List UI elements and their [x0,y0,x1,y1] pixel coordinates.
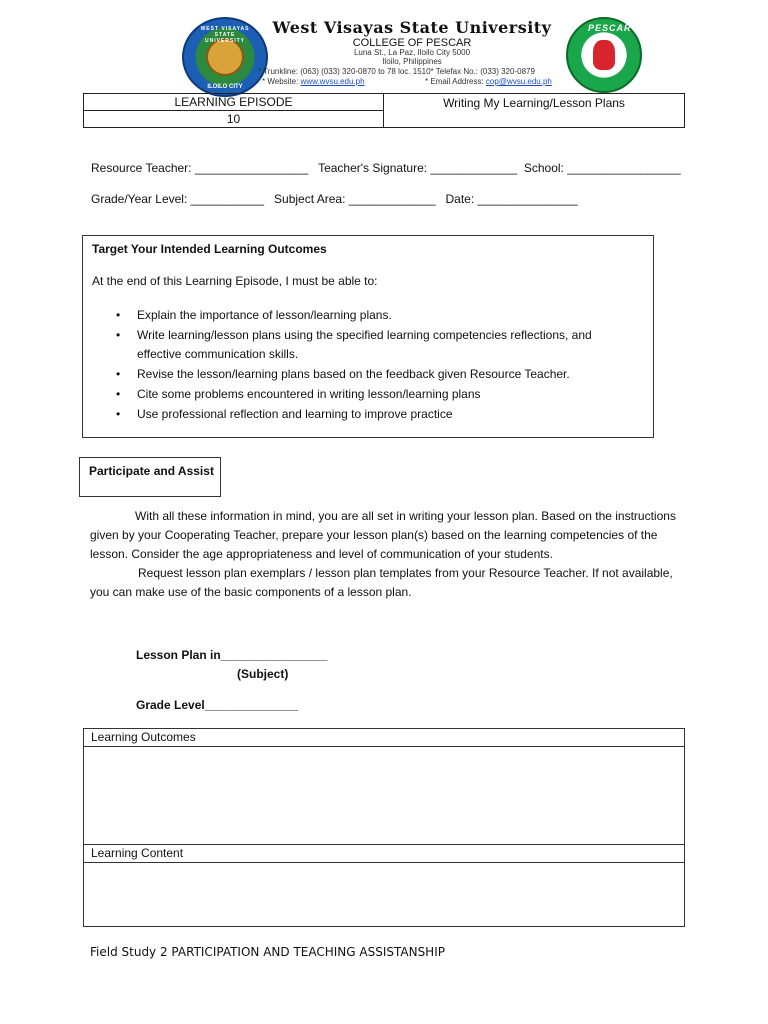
website-label: * Website: [262,77,301,86]
lesson-plan-table [83,728,685,927]
episode-table [83,93,685,128]
instructions-paragraph-1: With all these information in mind, you are all set in writing your lesson plan. Based on the instructions given by your Cooperating Teacher, prepare your lesson plan(s) based on the learning competencies of the lesson. Consider the age appropriateness and level of communication of your students. [90,509,676,561]
learning-content-label: Learning Content [84,845,684,863]
email-label: * Email Address: [425,77,486,86]
email-info [425,77,552,86]
learning-outcomes-field[interactable] [84,747,684,845]
learning-outcomes-label: Learning Outcomes [84,729,684,747]
bullet-icon: • [116,407,121,421]
list-item [112,326,632,364]
list-item [112,405,632,424]
bullet-icon: • [116,387,121,401]
outcomes-title: Target Your Intended Learning Outcomes [92,242,327,256]
address-line-2: Iloilo, Philippines [382,57,442,66]
form-line-teacher-school[interactable]: Resource Teacher: _________________ Teacher's Signature: _____________ School: _________________ [91,161,681,175]
episode-title: Writing My Learning/Lesson Plans [443,96,625,110]
intended-outcomes-box [82,235,654,438]
episode-label: LEARNING EPISODE [84,94,384,111]
outcome-text: Cite some problems encountered in writing lesson/learning plans [137,387,481,401]
university-seal-logo [182,17,268,97]
outcome-text: Revise the lesson/learning plans based on the feedback given Resource Teacher. [137,367,570,381]
learning-content-field[interactable] [84,863,684,926]
participate-title: Participate and Assist [89,464,214,478]
outcome-text: Write learning/lesson plans using the specified learning competencies reflections, and effective communication skills. [137,328,592,361]
college-name: COLLEGE OF PESCAR [352,37,472,49]
seal-bottom-text: ILOILO CITY [207,84,243,90]
pescar-seal-text: PESCAR [588,23,632,33]
seal-ring-text: WEST VISAYAS STATE UNIVERSITY [200,26,250,44]
document-header [0,0,768,92]
outcome-text: Explain the importance of lesson/learning plans. [137,308,392,322]
lesson-plan-subject-line[interactable]: Lesson Plan in________________ [136,648,328,662]
pescar-torch-emblem [593,40,615,70]
participate-assist-box [79,457,221,497]
address-line-1: Luna St., La Paz, Iloilo City 5000 [353,48,471,57]
email-link[interactable]: cop@wvsu.edu.ph [485,77,552,86]
grade-level-line[interactable]: Grade Level______________ [136,698,299,712]
instructions-paragraph-2: Request lesson plan exemplars / lesson plan templates from your Resource Teacher. If not available, you can make use of the basic components of a lesson plan. [90,566,673,599]
instructions-text [90,507,690,602]
list-item [112,306,632,325]
page-footer: Field Study 2 PARTICIPATION AND TEACHING ASSISTANSHIP [90,945,445,959]
website-info [262,77,365,86]
subject-caption: (Subject) [237,667,289,681]
episode-number: 10 [84,111,384,127]
outcome-text: Use professional reflection and learning to improve practice [137,407,453,421]
list-item [112,385,632,404]
trunkline-info: * Trunkline: (063) (033) 320-0870 to 78 loc. 1510* Telefax No.: (033) 320-0879 [258,67,535,76]
bullet-icon: • [116,308,121,322]
university-name: West Visayas State University [272,18,552,37]
form-line-grade-subject-date[interactable]: Grade/Year Level: ___________ Subject Area: _____________ Date: _______________ [91,192,578,206]
outcomes-intro: At the end of this Learning Episode, I must be able to: [92,274,378,288]
website-link[interactable]: www.wvsu.edu.ph [300,77,365,86]
bullet-icon: • [116,367,121,381]
bullet-icon: • [116,328,121,342]
list-item [112,365,632,384]
outcomes-list [112,306,632,425]
pescar-seal-logo [566,17,642,93]
